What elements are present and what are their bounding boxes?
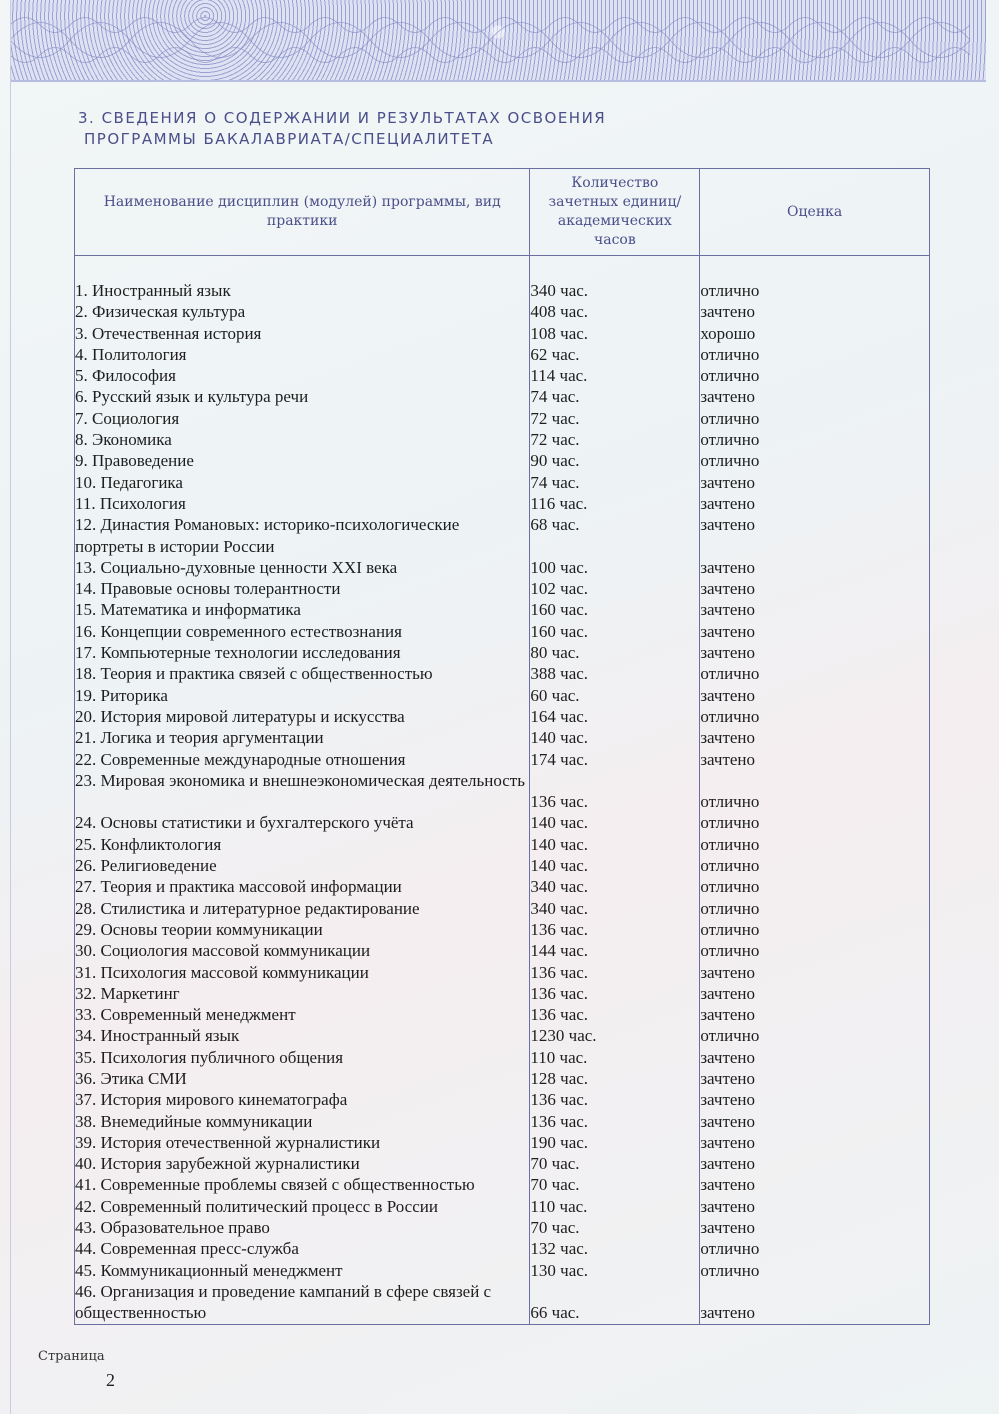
discipline-name: 42. Современный политический процесс в России — [75, 1196, 530, 1217]
discipline-grade: зачтено — [700, 557, 930, 578]
discipline-name: 20. История мировой литературы и искусства — [75, 706, 530, 727]
table-header-row — [75, 169, 930, 256]
page-number: 2 — [106, 1370, 115, 1390]
table-row — [75, 685, 930, 706]
table-row — [75, 1089, 930, 1110]
table-row — [75, 472, 930, 493]
discipline-name: 21. Логика и теория аргументации — [75, 727, 530, 748]
discipline-name: 16. Концепции современного естествознания — [75, 621, 530, 642]
discipline-name: 41. Современные проблемы связей с общественностью — [75, 1174, 530, 1195]
table-row — [75, 770, 930, 813]
discipline-grade: зачтено — [700, 301, 930, 322]
discipline-grade: отлично — [700, 344, 930, 365]
table-row — [75, 344, 930, 365]
discipline-hours: 136 час. — [530, 983, 700, 1004]
table-row — [75, 1004, 930, 1025]
table-row — [75, 983, 930, 1004]
discipline-hours: 110 час. — [530, 1196, 700, 1217]
discipline-grade: зачтено — [700, 578, 930, 599]
discipline-hours: 102 час. — [530, 578, 700, 599]
discipline-hours: 140 час. — [530, 855, 700, 876]
table-row — [75, 812, 930, 833]
table-row — [75, 855, 930, 876]
discipline-grade: отлично — [700, 365, 930, 386]
table-row — [75, 1238, 930, 1259]
discipline-name: 37. История мирового кинематографа — [75, 1089, 530, 1110]
table-row — [75, 1217, 930, 1238]
table-row — [75, 1153, 930, 1174]
discipline-hours: 136 час. — [530, 770, 700, 813]
discipline-hours: 174 час. — [530, 749, 700, 770]
discipline-grade: отлично — [700, 450, 930, 471]
discipline-grade: зачтено — [700, 685, 930, 706]
table-row — [75, 493, 930, 514]
discipline-grade: хорошо — [700, 323, 930, 344]
table-row — [75, 386, 930, 407]
discipline-name: 12. Династия Романовых: историко-психологические портреты в истории России — [75, 514, 530, 557]
discipline-name: 35. Психология публичного общения — [75, 1047, 530, 1068]
discipline-name: 8. Экономика — [75, 429, 530, 450]
discipline-hours: 66 час. — [530, 1281, 700, 1324]
discipline-hours: 388 час. — [530, 663, 700, 684]
discipline-hours: 340 час. — [530, 898, 700, 919]
table-row — [75, 1068, 930, 1089]
table-row — [75, 1260, 930, 1281]
discipline-hours: 70 час. — [530, 1153, 700, 1174]
discipline-name: 17. Компьютерные технологии исследования — [75, 642, 530, 663]
discipline-grade: зачтено — [700, 983, 930, 1004]
table-row — [75, 834, 930, 855]
discipline-hours: 130 час. — [530, 1260, 700, 1281]
discipline-name: 28. Стилистика и литературное редактирование — [75, 898, 530, 919]
discipline-name: 9. Правоведение — [75, 450, 530, 471]
discipline-grade: отлично — [700, 1238, 930, 1259]
table-row — [75, 1111, 930, 1132]
discipline-grade: отлично — [700, 1025, 930, 1046]
table-row — [75, 1196, 930, 1217]
discipline-grade: зачтено — [700, 727, 930, 748]
discipline-grade: зачтено — [700, 599, 930, 620]
discipline-grade: зачтено — [700, 1004, 930, 1025]
discipline-hours: 62 час. — [530, 344, 700, 365]
discipline-name: 38. Внемедийные коммуникации — [75, 1111, 530, 1132]
discipline-name: 6. Русский язык и культура речи — [75, 386, 530, 407]
discipline-hours: 136 час. — [530, 919, 700, 940]
discipline-hours: 72 час. — [530, 408, 700, 429]
discipline-hours: 70 час. — [530, 1174, 700, 1195]
discipline-name: 18. Теория и практика связей с общественностью — [75, 663, 530, 684]
discipline-hours: 90 час. — [530, 450, 700, 471]
discipline-name: 36. Этика СМИ — [75, 1068, 530, 1089]
table-row — [75, 365, 930, 386]
discipline-name: 19. Риторика — [75, 685, 530, 706]
discipline-grade: зачтено — [700, 1281, 930, 1324]
discipline-hours: 136 час. — [530, 1111, 700, 1132]
discipline-name: 45. Коммуникационный менеджмент — [75, 1260, 530, 1281]
discipline-grade: зачтено — [700, 472, 930, 493]
discipline-name: 39. История отечественной журналистики — [75, 1132, 530, 1153]
disciplines-table — [74, 168, 930, 1325]
table-row — [75, 557, 930, 578]
header-discipline: Наименование дисциплин (модулей) программы, вид практики — [75, 169, 530, 256]
discipline-name: 11. Психология — [75, 493, 530, 514]
page-label: Страница — [38, 1349, 105, 1364]
discipline-hours: 340 час. — [530, 876, 700, 897]
discipline-hours: 72 час. — [530, 429, 700, 450]
discipline-hours: 132 час. — [530, 1238, 700, 1259]
discipline-name: 46. Организация и проведение кампаний в сфере связей с общественностью — [75, 1281, 530, 1324]
table-row — [75, 663, 930, 684]
header-hours: Количество зачетных единиц/ академических часов — [530, 169, 700, 256]
guilloche-pattern — [10, 0, 986, 80]
discipline-grade: зачтено — [700, 1111, 930, 1132]
discipline-grade: зачтено — [700, 493, 930, 514]
discipline-name: 33. Современный менеджмент — [75, 1004, 530, 1025]
discipline-hours: 144 час. — [530, 940, 700, 961]
discipline-name: 1. Иностранный язык — [75, 280, 530, 301]
discipline-name: 30. Социология массовой коммуникации — [75, 940, 530, 961]
discipline-hours: 128 час. — [530, 1068, 700, 1089]
table-row — [75, 1174, 930, 1195]
discipline-grade: зачтено — [700, 1089, 930, 1110]
discipline-grade: зачтено — [700, 962, 930, 983]
table-row — [75, 408, 930, 429]
discipline-grade: отлично — [700, 898, 930, 919]
discipline-hours: 140 час. — [530, 727, 700, 748]
discipline-hours: 60 час. — [530, 685, 700, 706]
discipline-name: 31. Психология массовой коммуникации — [75, 962, 530, 983]
discipline-grade: отлично — [700, 940, 930, 961]
discipline-grade: отлично — [700, 834, 930, 855]
margin-line — [10, 0, 11, 1414]
table-row — [75, 727, 930, 748]
discipline-grade: отлично — [700, 663, 930, 684]
table-row — [75, 962, 930, 983]
discipline-grade: зачтено — [700, 386, 930, 407]
table-row — [75, 706, 930, 727]
table-row — [75, 514, 930, 557]
table-row — [75, 599, 930, 620]
discipline-name: 7. Социология — [75, 408, 530, 429]
discipline-name: 27. Теория и практика массовой информации — [75, 876, 530, 897]
table-row — [75, 323, 930, 344]
table-row — [75, 1047, 930, 1068]
table-row — [75, 749, 930, 770]
discipline-hours: 136 час. — [530, 1089, 700, 1110]
table-row — [75, 642, 930, 663]
discipline-name: 5. Философия — [75, 365, 530, 386]
discipline-grade: зачтено — [700, 1153, 930, 1174]
guilloche-border — [10, 0, 986, 82]
discipline-grade: отлично — [700, 812, 930, 833]
section-title-line-2: ПРОГРАММЫ БАКАЛАВРИАТА/СПЕЦИАЛИТЕТА — [84, 130, 495, 148]
discipline-name: 22. Современные международные отношения — [75, 749, 530, 770]
table-row — [75, 450, 930, 471]
discipline-hours: 136 час. — [530, 1004, 700, 1025]
table-spacer-row — [75, 256, 930, 281]
table-row — [75, 621, 930, 642]
table-row — [75, 280, 930, 301]
discipline-name: 23. Мировая экономика и внешнеэкономическая деятельность — [75, 770, 530, 813]
discipline-hours: 108 час. — [530, 323, 700, 344]
section-title — [78, 108, 778, 150]
discipline-name: 24. Основы статистики и бухгалтерского учёта — [75, 812, 530, 833]
discipline-grade: зачтено — [700, 621, 930, 642]
table-row — [75, 429, 930, 450]
discipline-grade: отлично — [700, 770, 930, 813]
discipline-hours: 74 час. — [530, 472, 700, 493]
discipline-name: 4. Политология — [75, 344, 530, 365]
discipline-hours: 70 час. — [530, 1217, 700, 1238]
discipline-hours: 74 час. — [530, 386, 700, 407]
discipline-hours: 190 час. — [530, 1132, 700, 1153]
discipline-grade: зачтено — [700, 749, 930, 770]
discipline-grade: зачтено — [700, 1196, 930, 1217]
discipline-name: 3. Отечественная история — [75, 323, 530, 344]
discipline-hours: 340 час. — [530, 280, 700, 301]
discipline-hours: 1230 час. — [530, 1025, 700, 1046]
table-row — [75, 578, 930, 599]
discipline-name: 10. Педагогика — [75, 472, 530, 493]
discipline-grade: отлично — [700, 706, 930, 727]
discipline-name: 32. Маркетинг — [75, 983, 530, 1004]
discipline-hours: 80 час. — [530, 642, 700, 663]
discipline-hours: 110 час. — [530, 1047, 700, 1068]
discipline-name: 29. Основы теории коммуникации — [75, 919, 530, 940]
discipline-grade: зачтено — [700, 1217, 930, 1238]
table-row — [75, 919, 930, 940]
discipline-name: 34. Иностранный язык — [75, 1025, 530, 1046]
section-title-line-1: 3. СВЕДЕНИЯ О СОДЕРЖАНИИ И РЕЗУЛЬТАТАХ ОСВОЕНИЯ — [78, 109, 607, 127]
discipline-grade: зачтено — [700, 642, 930, 663]
table-row — [75, 1132, 930, 1153]
discipline-hours: 160 час. — [530, 599, 700, 620]
table-body — [75, 256, 930, 1325]
discipline-name: 40. История зарубежной журналистики — [75, 1153, 530, 1174]
discipline-grade: отлично — [700, 1260, 930, 1281]
discipline-name: 26. Религиоведение — [75, 855, 530, 876]
discipline-grade: отлично — [700, 876, 930, 897]
discipline-grade: зачтено — [700, 1047, 930, 1068]
table-row — [75, 301, 930, 322]
discipline-name: 14. Правовые основы толерантности — [75, 578, 530, 599]
discipline-grade: отлично — [700, 408, 930, 429]
discipline-hours: 408 час. — [530, 301, 700, 322]
table-row — [75, 1025, 930, 1046]
discipline-grade: зачтено — [700, 1068, 930, 1089]
discipline-hours: 116 час. — [530, 493, 700, 514]
discipline-name: 13. Социально-духовные ценности XXI века — [75, 557, 530, 578]
discipline-name: 43. Образовательное право — [75, 1217, 530, 1238]
discipline-grade: отлично — [700, 919, 930, 940]
discipline-hours: 140 час. — [530, 834, 700, 855]
discipline-name: 15. Математика и информатика — [75, 599, 530, 620]
header-grade: Оценка — [700, 169, 930, 256]
discipline-name: 25. Конфликтология — [75, 834, 530, 855]
discipline-hours: 164 час. — [530, 706, 700, 727]
discipline-name: 44. Современная пресс-служба — [75, 1238, 530, 1259]
discipline-hours: 68 час. — [530, 514, 700, 557]
table-row — [75, 1281, 930, 1324]
discipline-grade: зачтено — [700, 1174, 930, 1195]
discipline-hours: 140 час. — [530, 812, 700, 833]
table-row — [75, 940, 930, 961]
discipline-grade: отлично — [700, 855, 930, 876]
discipline-hours: 136 час. — [530, 962, 700, 983]
discipline-hours: 100 час. — [530, 557, 700, 578]
table-row — [75, 898, 930, 919]
discipline-name: 2. Физическая культура — [75, 301, 530, 322]
discipline-grade: зачтено — [700, 514, 930, 557]
table-row — [75, 876, 930, 897]
discipline-grade: отлично — [700, 429, 930, 450]
discipline-grade: отлично — [700, 280, 930, 301]
discipline-hours: 114 час. — [530, 365, 700, 386]
discipline-grade: зачтено — [700, 1132, 930, 1153]
discipline-hours: 160 час. — [530, 621, 700, 642]
